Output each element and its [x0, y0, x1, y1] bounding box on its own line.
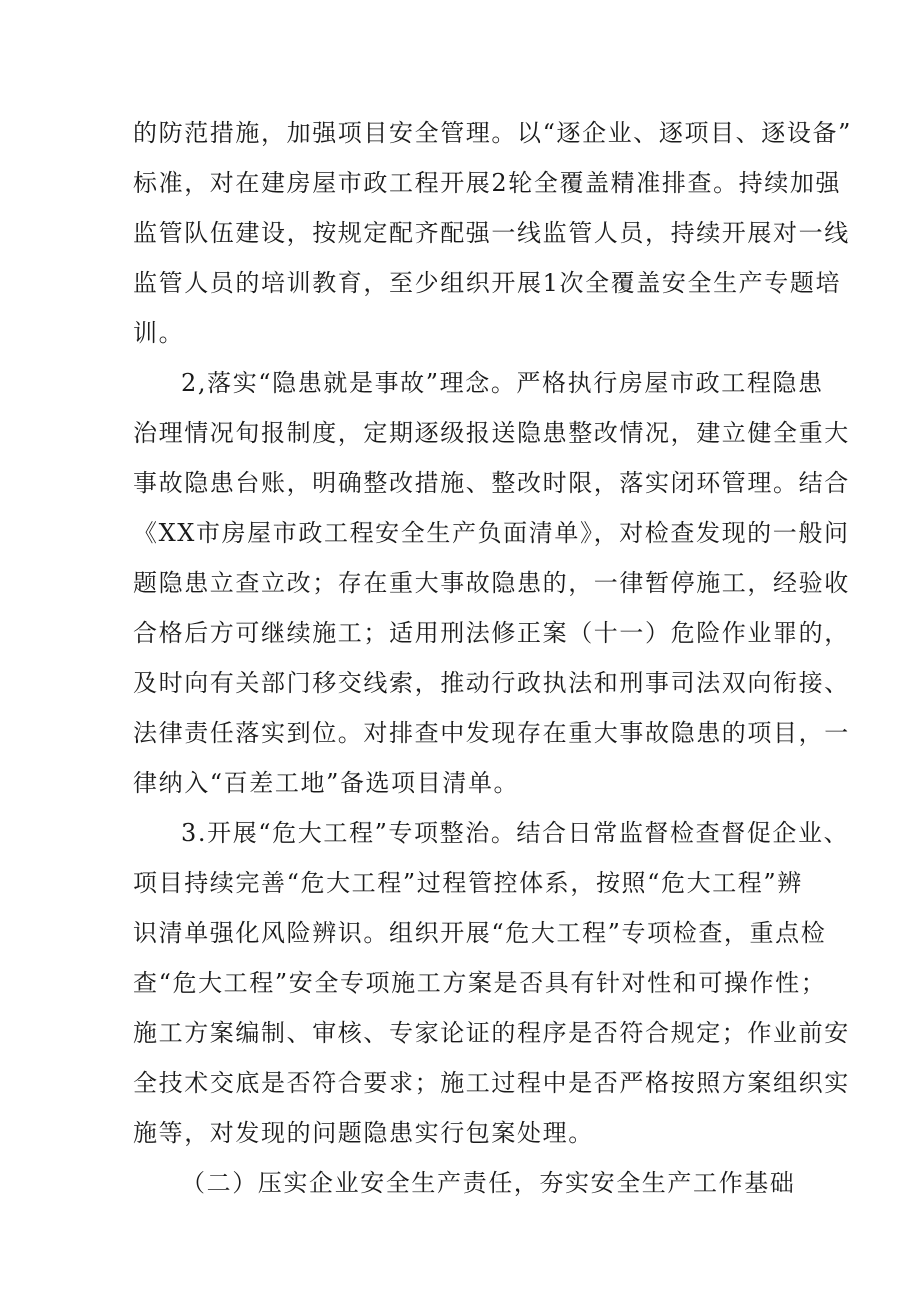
text-line: 的防范措施，加强项目安全管理。以“逐企业、逐项目、逐设备” [133, 119, 852, 147]
text-line: 监管队伍建设，按规定配齐配强一线监管人员，持续开展对一线 [133, 219, 850, 247]
text-line: 律纳入“百差工地”备选项目清单。 [133, 769, 520, 797]
text-line: 标准，对在建房屋市政工程开展2轮全覆盖精准排查。持续加强 [133, 169, 842, 197]
text-line: 项目持续完善“危大工程”过程管控体系，按照“危大工程”辨 [133, 869, 803, 897]
paragraph-2-first-line: 2,落实“隐患就是事故”理念。严格执行房屋市政工程隐患 [181, 369, 824, 397]
text-line: 治理情况旬报制度，定期逐级报送隐患整改情况，建立健全重大 [133, 419, 850, 447]
paragraph-3-first-line: 3.开展“危大工程”专项整治。结合日常监督检查督促企业、 [181, 819, 850, 847]
text-line: 全技术交底是否符合要求；施工过程中是否严格按照方案组织实 [133, 1069, 850, 1097]
text-line: 训。 [133, 319, 185, 347]
text-line: 施工方案编制、审核、专家论证的程序是否符合规定；作业前安 [133, 1019, 850, 1047]
text-line: 查“危大工程”安全专项施工方案是否具有针对性和可操作性； [133, 969, 827, 997]
text-line: 施等，对发现的问题隐患实行包案处理。 [133, 1119, 594, 1147]
text-line: 《XX市房屋市政工程安全生产负面清单》，对检查发现的一般问 [133, 519, 850, 547]
text-line: 识清单强化风险辨识。组织开展“危大工程”专项检查，重点检 [133, 919, 827, 947]
text-line: 监管人员的培训教育，至少组织开展1次全覆盖安全生产专题培 [133, 269, 842, 297]
text-line: 题隐患立查立改；存在重大事故隐患的，一律暂停施工，经验收 [133, 569, 850, 597]
text-line: 及时向有关部门移交线索，推动行政执法和刑事司法双向衔接、 [133, 669, 850, 697]
text-line: 事故隐患台账，明确整改措施、整改时限，落实闭环管理。结合 [133, 469, 850, 497]
section-heading: （二）压实企业安全生产责任，夯实安全生产工作基础 [181, 1169, 796, 1197]
text-line: 法律责任落实到位。对排查中发现存在重大事故隐患的项目，一 [133, 719, 850, 747]
text-line: 合格后方可继续施工；适用刑法修正案（十一）危险作业罪的， [133, 619, 850, 647]
